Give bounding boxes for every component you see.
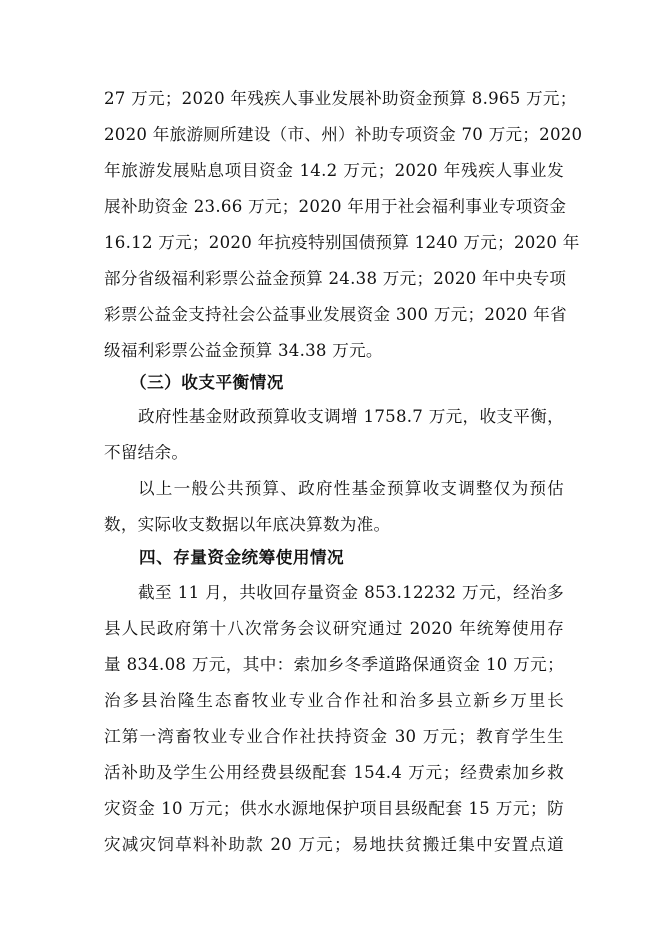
section-heading: （三）收支平衡情况 [130,372,284,392]
text-line: 江第一湾畜牧业专业合作社扶持资金 30 万元；教育学生生 [104,727,564,746]
text-line: 彩票公益金支持社会公益事业发展资金 300 万元；2020 年省 [104,305,567,324]
section-heading: 四、存量资金统筹使用情况 [139,548,345,567]
text-line: 2020 年旅游厕所建设（市、州）补助专项资金 70 万元；2020 [104,125,583,144]
text-line: 部分省级福利彩票公益金预算 24.38 万元；2020 年中央专项 [104,269,567,288]
text-line: 量 834.08 万元，其中：索加乡冬季道路保通资金 10 万元； [104,655,564,674]
text-line: 活补助及学生公用经费县级配套 154.4 万元；经费索加乡救 [104,763,564,782]
text-line: 数，实际收支数据以年底决算数为准。 [104,515,391,534]
text-line: 灾资金 10 万元；供水水源地保护项目县级配套 15 万元；防 [104,799,564,818]
text-line: 27 万元；2020 年残疾人事业发展补助资金预算 8.965 万元； [104,89,577,108]
text-line: 不留结余。 [104,443,189,462]
text-line: 灾减灾饲草料补助款 20 万元；易地扶贫搬迁集中安置点道 [104,835,564,854]
text-line: 以上一般公共预算、政府性基金预算收支调整仅为预估 [138,479,564,498]
text-line: 政府性基金财政预算收支调增 1758.7 万元，收支平衡， [138,407,564,426]
text-line: 治多县治隆生态畜牧业专业合作社和治多县立新乡万里长 [104,691,564,710]
text-line: 年旅游发展贴息项目资金 14.2 万元；2020 年残疾人事业发 [104,161,564,180]
text-line: 截至 11 月，共收回存量资金 853.12232 万元，经治多 [138,583,564,602]
text-line: 16.12 万元；2020 年抗疫特别国债预算 1240 万元；2020 年 [104,233,580,252]
text-line: 展补助资金 23.66 万元；2020 年用于社会福利事业专项资金 [104,197,567,216]
text-line: 级福利彩票公益金预算 34.38 万元。 [104,341,383,360]
text-line: 县人民政府第十八次常务会议研究通过 2020 年统筹使用存 [104,619,564,638]
